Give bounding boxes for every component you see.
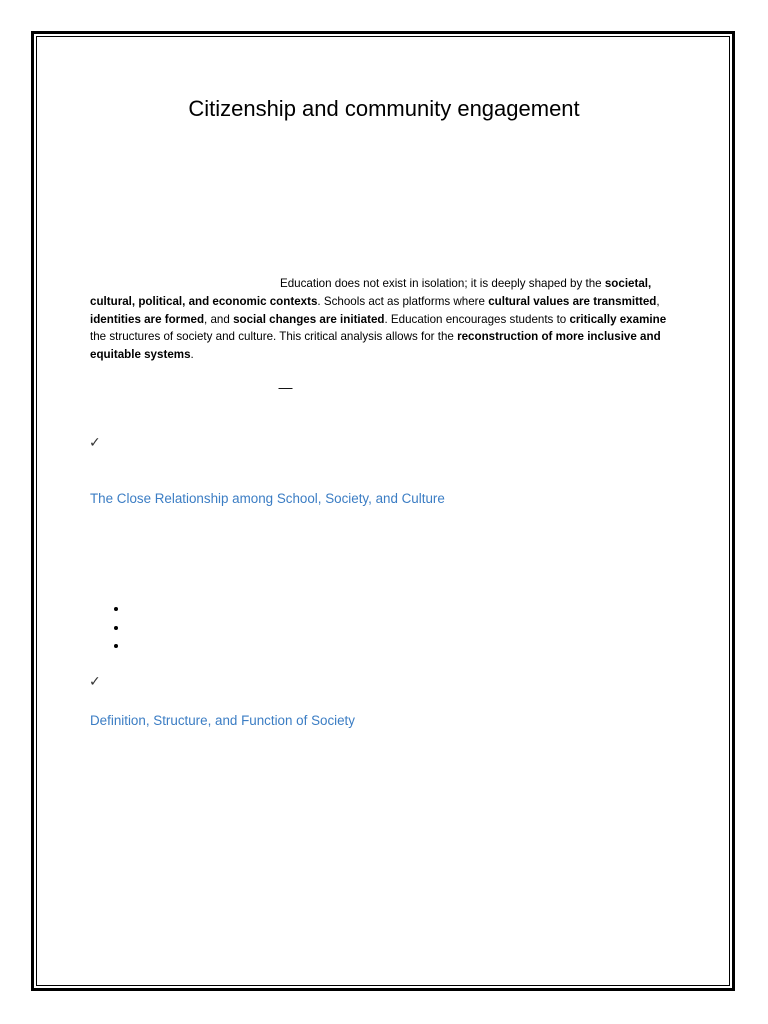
bold-phrase-values: cultural values are transmitted: [488, 294, 657, 308]
paragraph-text: ,: [656, 294, 660, 308]
bold-phrase-critically-examine: critically examine: [569, 312, 667, 326]
intro-paragraph: [90, 275, 678, 364]
section-heading-society-definition: Definition, Structure, and Function of Society: [90, 713, 355, 728]
section-heading-school-society-culture: The Close Relationship among School, Society, and Culture: [90, 491, 445, 506]
bullet-item: [110, 619, 120, 638]
page-border-inner: [36, 36, 730, 986]
empty-bullet-list: [110, 600, 120, 656]
paragraph-text: . Schools act as platforms where: [317, 294, 489, 308]
bullet-item: [110, 600, 120, 619]
paragraph-text: the structures of society and culture. This critical analysis allows for the: [90, 330, 458, 344]
paragraph-text: , and: [204, 312, 234, 326]
bold-phrase-contexts: societal, cultural, political, and economic contexts: [90, 277, 652, 308]
paragraph-text: .: [190, 348, 194, 362]
bullet-item: [110, 637, 120, 656]
bold-phrase-reconstruction: reconstruction of more inclusive and equitable systems: [90, 330, 661, 362]
em-dash-separator: —: [278, 379, 293, 395]
paragraph-lead: Education does not exist in isolation; it is deeply shaped by the: [280, 277, 602, 290]
bold-phrase-social-changes: social changes are initiated: [233, 312, 385, 326]
bold-phrase-identities: identities are formed: [90, 312, 205, 326]
paragraph-text: . Education encourages students to: [384, 312, 570, 326]
checkmark-icon: ✓: [89, 435, 101, 451]
document-title: Citizenship and community engagement: [188, 96, 580, 121]
checkmark-icon: ✓: [89, 674, 101, 690]
